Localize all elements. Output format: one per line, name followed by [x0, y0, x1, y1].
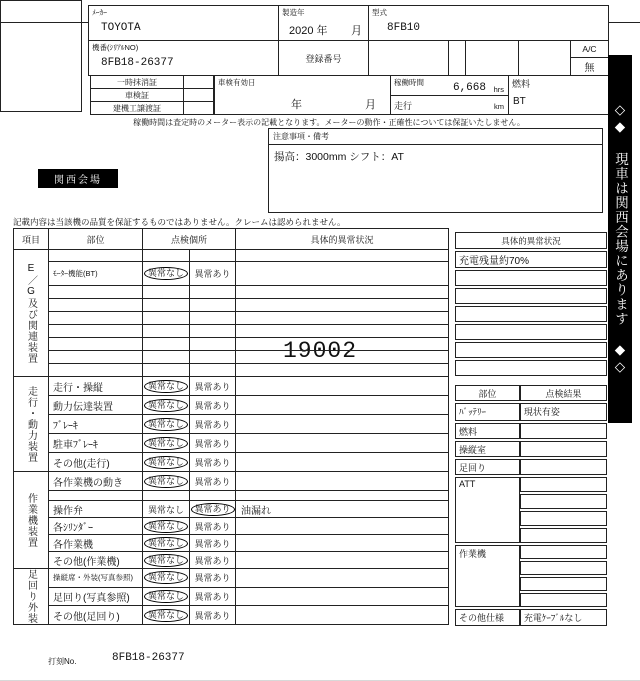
part-name	[49, 364, 143, 377]
part-name: 各作業機の動き	[49, 472, 143, 491]
check-ng-cell	[190, 396, 236, 415]
check-ng-cell	[190, 518, 236, 535]
model-label: 型式	[372, 8, 387, 17]
part-name	[49, 312, 143, 325]
ng-label: 異常あり	[191, 503, 235, 516]
hours-mileage-cell	[390, 75, 509, 115]
abnormal-value	[455, 324, 607, 340]
check-ok-cell	[143, 286, 190, 299]
venue-side-banner	[608, 55, 632, 423]
part-name: 動力伝達装置	[49, 396, 143, 415]
shaken-valid-cell	[214, 75, 391, 115]
ng-label: 異常あり	[194, 400, 231, 411]
check-ok-cell	[143, 587, 190, 606]
result-value	[520, 459, 607, 475]
part-name: 操縦席・外装(写真参照)	[49, 569, 143, 588]
result-part: 足回り	[455, 459, 520, 475]
result-part: その他仕様	[455, 609, 520, 626]
result-value: 現状有姿	[520, 403, 607, 421]
result-part: 作業機	[455, 545, 520, 607]
result-value	[520, 477, 607, 492]
stamp-number-value: 8FB18-26377	[112, 652, 185, 664]
inspection-row	[14, 569, 449, 588]
check-ng-cell	[190, 377, 236, 396]
header-item: 項目	[14, 229, 49, 250]
check-ng-cell	[190, 250, 236, 262]
check-ng-cell	[190, 501, 236, 518]
check-ok-cell	[143, 396, 190, 415]
maker-cell	[88, 5, 279, 41]
ok-label: 異常なし	[144, 537, 188, 550]
abnormal-row	[455, 342, 607, 358]
abnormal-detail	[236, 518, 449, 535]
empty-cell-1	[368, 40, 449, 76]
part-name: 各作業機	[49, 535, 143, 552]
part-name	[49, 491, 143, 501]
empty-cell-3	[465, 40, 519, 76]
doc-label-shaken-cert: 車検証	[90, 88, 184, 102]
disclaimer-note: 記載内容は当該機の品質を保証するものではありません。クレームは認められません。	[13, 217, 346, 227]
registration-label: 登録番号	[305, 54, 342, 64]
ok-label: 異常なし	[144, 380, 188, 393]
check-ng-cell	[190, 587, 236, 606]
part-name: ﾌﾞﾚｰｷ	[49, 415, 143, 434]
abnormal-detail	[236, 364, 449, 377]
abnormal-row	[455, 270, 607, 286]
year-value: 2020 年	[289, 25, 328, 37]
ng-label: 異常あり	[194, 269, 231, 279]
abnormal-value	[455, 342, 607, 358]
abnormal-detail	[236, 415, 449, 434]
check-ng-cell	[190, 351, 236, 364]
doc-value-shaken-cert	[183, 88, 214, 102]
abnormal-row	[455, 324, 607, 340]
check-ng-cell	[190, 472, 236, 491]
result-value	[520, 545, 607, 559]
check-ok-cell	[143, 472, 190, 491]
result-header-row	[455, 385, 607, 401]
ok-label: 異常なし	[144, 418, 188, 431]
serial-label: 機番(ｼﾘｱﾙNO)	[92, 43, 139, 52]
ng-label: 異常あり	[194, 457, 231, 468]
doc-value-kenkiko-transfer	[183, 101, 214, 115]
result-value: 充電ｹｰﾌﾞﾙなし	[520, 609, 607, 626]
check-ok-cell	[143, 518, 190, 535]
check-ng-cell	[190, 552, 236, 569]
venue-side-banner-text: ◇◆ 現車は関西会場にあります ◆◇	[613, 102, 628, 376]
inspection-group-label: 足回り外装	[14, 569, 49, 625]
check-ok-cell	[143, 415, 190, 434]
ok-label: 異常なし	[144, 590, 188, 603]
abnormal-detail	[236, 569, 449, 588]
check-ok-cell	[143, 250, 190, 262]
result-header-part: 部位	[455, 385, 520, 401]
abnormal-value	[455, 288, 607, 304]
part-name	[49, 250, 143, 262]
inspection-row	[14, 396, 449, 415]
hours-label: 稼働時間	[394, 78, 424, 87]
ok-label: 異常なし	[144, 571, 188, 584]
inspection-row	[14, 535, 449, 552]
hours-unit: hrs	[493, 85, 504, 94]
result-row	[455, 423, 607, 439]
check-ng-cell	[190, 535, 236, 552]
abnormal-detail	[236, 325, 449, 338]
check-ok-cell	[143, 552, 190, 569]
check-ng-cell	[190, 606, 236, 625]
abnormal-detail	[236, 286, 449, 299]
inspection-row	[14, 518, 449, 535]
abnormal-value: 充電残量約70%	[455, 251, 607, 268]
result-value	[520, 494, 607, 509]
part-name: 各ｼﾘﾝﾀﾞｰ	[49, 518, 143, 535]
result-row	[455, 477, 607, 492]
check-ok-cell	[143, 491, 190, 501]
result-value	[520, 561, 607, 575]
inspection-row	[14, 472, 449, 491]
inspection-row	[14, 453, 449, 472]
abnormal-value	[455, 360, 607, 376]
inspection-row	[14, 491, 449, 501]
header-point: 点検個所	[143, 229, 236, 250]
ac-value: 無	[584, 63, 595, 74]
serial-cell	[88, 40, 279, 76]
abnormal-detail	[236, 377, 449, 396]
check-ng-cell	[190, 434, 236, 453]
inspection-row	[14, 606, 449, 625]
fuel-value: BT	[513, 96, 526, 107]
year-label: 製造年	[282, 8, 305, 17]
check-ng-cell	[190, 415, 236, 434]
inspection-row	[14, 338, 449, 351]
maker-label: ﾒｰｶｰ	[92, 8, 107, 17]
check-ok-cell	[143, 569, 190, 588]
ac-label: A/C	[571, 41, 608, 58]
abnormal-detail	[236, 250, 449, 262]
ng-label: 異常あり	[194, 610, 231, 621]
maker-value: TOYOTA	[101, 22, 141, 34]
serial-value: 8FB18-26377	[101, 57, 174, 69]
check-ok-cell	[143, 351, 190, 364]
year-month-placeholder: 月	[351, 25, 362, 37]
ok-label: 異常なし	[144, 399, 188, 412]
shaken-valid-label: 車検有効日	[218, 78, 256, 87]
check-ok-cell	[143, 325, 190, 338]
meter-note: 稼働時間は査定時のメーター表示の記載となります。メーターの動作・正確性については保証いたしません。	[133, 118, 525, 127]
abnormal-detail	[236, 312, 449, 325]
ac-cell	[570, 40, 609, 76]
check-ok-cell	[143, 501, 190, 518]
ok-label: 異常なし	[144, 437, 188, 450]
part-name: その他(作業機)	[49, 552, 143, 569]
venue-badge: 関西会場	[38, 169, 118, 188]
check-ng-cell	[190, 286, 236, 299]
part-name: 駐車ﾌﾞﾚｰｷ	[49, 434, 143, 453]
abnormal-detail-table	[455, 230, 607, 378]
ok-label: 異常なし	[144, 267, 188, 280]
check-ng-cell	[190, 299, 236, 312]
abnormal-detail	[236, 535, 449, 552]
abnormal-detail	[236, 606, 449, 625]
result-row	[455, 403, 607, 421]
fuel-cell	[508, 75, 609, 115]
ok-label: 異常なし	[144, 475, 188, 488]
inspection-row	[14, 312, 449, 325]
model-value: 8FB10	[387, 22, 421, 34]
part-name: ﾓｰﾀｰ機能(BT)	[49, 262, 143, 286]
check-ok-cell	[143, 338, 190, 351]
part-name: その他(走行)	[49, 453, 143, 472]
result-value	[520, 528, 607, 543]
ng-label: 異常あり	[194, 538, 231, 549]
inspection-row	[14, 262, 449, 286]
inspection-header-row	[14, 229, 449, 250]
abnormal-detail	[236, 587, 449, 606]
abnormal-detail	[236, 491, 449, 501]
result-part: 操縦室	[455, 441, 520, 457]
ng-label: 異常あり	[194, 573, 231, 584]
check-ng-cell	[190, 453, 236, 472]
inspection-group-label: 作業機装置	[14, 472, 49, 569]
check-ng-cell	[190, 338, 236, 351]
inspection-row	[14, 377, 449, 396]
check-ok-cell	[143, 434, 190, 453]
result-header-result: 点検結果	[520, 385, 607, 401]
ok-label: 異常なし	[144, 520, 188, 533]
ng-label: 異常あり	[194, 591, 231, 602]
mileage-row	[391, 95, 508, 114]
mileage-label: 走行	[394, 101, 413, 111]
inspection-table	[13, 228, 449, 625]
part-name	[49, 286, 143, 299]
abnormal-row	[455, 288, 607, 304]
result-value	[520, 511, 607, 526]
inspection-row	[14, 325, 449, 338]
abnormal-detail	[236, 472, 449, 491]
registration-cell	[278, 40, 369, 76]
inspection-row	[14, 415, 449, 434]
abnormal-detail	[236, 351, 449, 364]
abnormal-detail	[236, 453, 449, 472]
inspection-row	[14, 501, 449, 518]
abnormal-header: 具体的異常状況	[455, 232, 607, 249]
hours-row	[391, 76, 508, 95]
hours-value: 6,668	[452, 82, 486, 94]
ok-label: 異常なし	[144, 456, 188, 469]
abnormal-detail	[236, 434, 449, 453]
model-cell	[368, 5, 609, 41]
part-name	[49, 351, 143, 364]
inspection-row	[14, 286, 449, 299]
inspection-result-table	[455, 383, 607, 628]
check-ng-cell	[190, 569, 236, 588]
inspection-row	[14, 364, 449, 377]
result-value	[520, 577, 607, 591]
ok-label: 異常なし	[144, 554, 188, 567]
inspection-row	[14, 434, 449, 453]
part-name: 操作弁	[49, 501, 143, 518]
part-name: その他(足回り)	[49, 606, 143, 625]
remarks-box	[268, 128, 603, 213]
result-part: ATT	[455, 477, 520, 543]
part-name	[49, 299, 143, 312]
inspection-group-label: 走行・動力装置	[14, 377, 49, 472]
abnormal-detail	[236, 338, 449, 351]
result-value	[520, 423, 607, 439]
check-ok-cell	[143, 299, 190, 312]
ok-label: 異常なし	[147, 504, 184, 515]
ng-label: 異常あり	[194, 438, 231, 449]
check-ok-cell	[143, 606, 190, 625]
check-ng-cell	[190, 325, 236, 338]
check-ok-cell	[143, 453, 190, 472]
result-part: ﾊﾞｯﾃﾘｰ	[455, 403, 520, 421]
inspection-row	[14, 587, 449, 606]
check-ng-cell	[190, 364, 236, 377]
ok-label: 異常なし	[144, 609, 188, 622]
ng-label: 異常あり	[194, 555, 231, 566]
ng-label: 異常あり	[194, 476, 231, 487]
result-row	[455, 441, 607, 457]
abnormal-value	[455, 270, 607, 286]
check-ng-cell	[190, 312, 236, 325]
doc-label-temp-deregistration: 一時抹消証	[90, 75, 184, 89]
inspection-group-label: E／G及び関連装置	[14, 250, 49, 377]
abnormal-row	[455, 306, 607, 322]
ng-label: 異常あり	[194, 521, 231, 532]
check-ng-cell	[190, 491, 236, 501]
check-ok-cell	[143, 364, 190, 377]
abnormal-detail: 油漏れ	[236, 501, 449, 518]
stamp-number-label: 打刻No.	[48, 657, 77, 666]
doc-value-temp-deregistration	[183, 75, 214, 89]
result-part: 燃料	[455, 423, 520, 439]
abnormal-detail	[236, 396, 449, 415]
year-cell	[278, 5, 369, 41]
part-name: 走行・操縦	[49, 377, 143, 396]
shaken-month-placeholder: 月	[365, 99, 376, 111]
result-row	[455, 545, 607, 559]
inspection-row	[14, 552, 449, 569]
empty-cell-4	[518, 40, 571, 76]
header-part: 部位	[49, 229, 143, 250]
result-value	[520, 441, 607, 457]
check-ok-cell	[143, 312, 190, 325]
inspection-row	[14, 299, 449, 312]
part-name: 足回り(写真参照)	[49, 587, 143, 606]
abnormal-row	[455, 251, 607, 268]
check-ok-cell	[143, 535, 190, 552]
shaken-year-placeholder: 年	[291, 99, 302, 111]
ng-label: 異常あり	[194, 419, 231, 430]
abnormal-detail	[236, 552, 449, 569]
ng-label: 異常あり	[194, 381, 231, 392]
result-row	[455, 459, 607, 475]
check-ok-cell	[143, 262, 190, 286]
doc-label-kenkiko-transfer: 建機工譲渡証	[90, 101, 184, 115]
remarks-label: 注意事項・備考	[269, 129, 602, 145]
abnormal-row	[455, 360, 607, 376]
abnormal-detail	[236, 299, 449, 312]
check-ok-cell	[143, 377, 190, 396]
result-value	[520, 593, 607, 607]
mileage-unit: km	[494, 102, 504, 111]
header-detail: 具体的異常状況	[236, 229, 449, 250]
remarks-value: 揚高：3000mm シフト：AT	[274, 151, 404, 163]
inspection-row	[14, 250, 449, 262]
part-name	[49, 338, 143, 351]
empty-cell-2	[448, 40, 466, 76]
part-name	[49, 325, 143, 338]
abnormal-value	[455, 306, 607, 322]
inspection-row	[14, 351, 449, 364]
check-ng-cell	[190, 262, 236, 286]
abnormal-detail	[236, 262, 449, 286]
abnormal-header-row	[455, 232, 607, 249]
lot-number-value: 19002	[282, 338, 357, 364]
result-row	[455, 609, 607, 626]
fuel-label: 燃料	[512, 79, 531, 89]
